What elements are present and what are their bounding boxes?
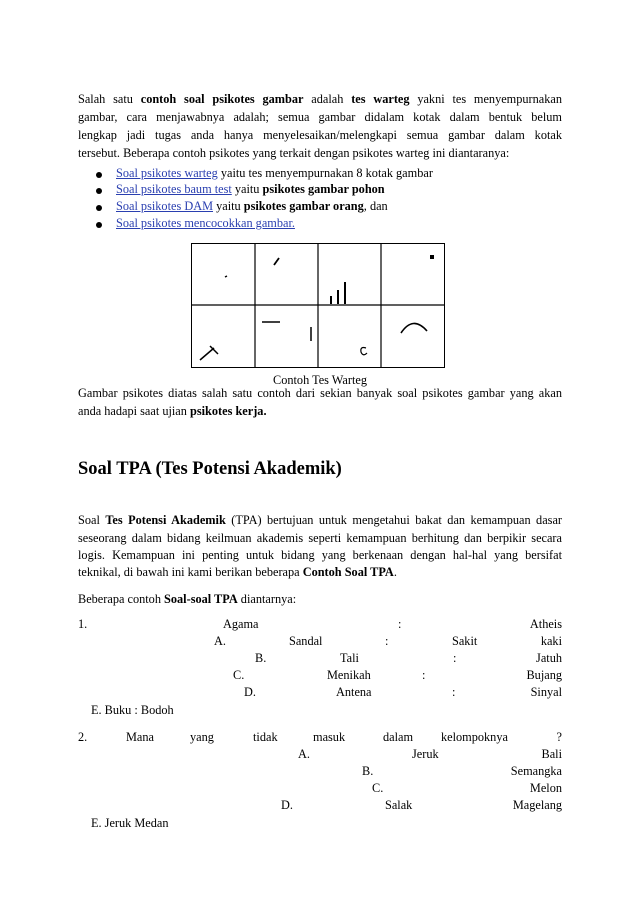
text: teknikal, di bawah ini kami berikan beberapa [78,565,303,579]
q1-opt-e: E. Buku : Bodoh [91,703,174,717]
q1-opt-b-colon: : [453,651,457,665]
bold-text: Soal-soal TPA [164,592,238,606]
tpa-examples-intro [78,591,562,608]
q2-opt-a-right: Bali [541,747,562,761]
q2-word: dalam [383,730,414,744]
after-figure-line-1: Gambar psikotes diatas salah satu contoh dari sekian banyak soal psikotes gambar yang akan [78,386,562,400]
q2-opt-e: E. Jeruk Medan [91,816,169,830]
q1-opt-c-colon: : [422,668,426,682]
text: yakni tes menyempurnakan [409,92,562,106]
text: (TPA) bertujuan untuk mengetahui bakat dan kemampuan dasar [225,513,563,527]
q1-word: Agama [223,617,259,631]
bold-text: contoh soal psikotes gambar [140,92,304,106]
bullet-dot [96,172,102,178]
figure-caption: Contoh Tes Warteg [273,373,368,387]
q2-word: kelompoknya [441,730,508,744]
bullet-dot [96,188,102,194]
text: anda hadapi saat ujian [78,404,190,418]
intro-line-4: tersebut. Beberapa contoh psikotes yang terkait dengan psikotes warteg ini diantaranya: [78,146,510,160]
q1-opt-a-right: kaki [540,634,562,648]
q1-opt-b-letter: B. [255,651,267,665]
warteg-test-figure [191,243,445,368]
q2-opt-c-right: Melon [529,781,562,795]
q1-opt-a-colon: : [385,634,389,648]
bullet-dot [96,205,102,211]
text: diantarnya: [237,592,297,606]
q1-opt-d-right: Sinyal [530,685,562,699]
section-heading: Soal TPA (Tes Potensi Akademik) [78,459,342,479]
tpa-line-4 [78,564,562,581]
bullet-item-baum [116,182,385,197]
bold-text: psikotes gambar orang [243,199,364,213]
text: yaitu [213,199,244,213]
link-soal-psikotes-warteg[interactable]: Soal psikotes warteg [116,166,218,180]
square-dot [430,255,434,259]
bold-text: psikotes gambar pohon [262,182,385,196]
text: adalah [303,92,352,106]
bold-text: Tes Potensi Akademik [105,513,226,527]
q2-opt-d-mid: Salak [385,798,413,812]
bullet-item-dam [116,199,388,214]
q2-word: masuk [313,730,346,744]
text: Salah satu [78,92,141,106]
text: yaitu [231,182,263,196]
q1-opt-a-letter: A. [214,634,226,648]
text: , dan [363,199,388,213]
link-soal-psikotes-baum-test[interactable]: Soal psikotes baum test [116,182,232,196]
text: . [393,565,397,579]
q1-opt-c-right: Bujang [526,668,562,682]
after-figure-line-2 [78,403,562,420]
link-soal-psikotes-mencocokkan-gambar[interactable]: Soal psikotes mencocokkan gambar. [116,216,295,230]
bullet-item-mencocokkan [116,216,295,231]
q2-opt-b-letter: B. [362,764,374,778]
q1-opt-c-letter: C. [233,668,245,682]
q2-word: tidak [253,730,278,744]
q2-opt-d-letter: D. [281,798,293,812]
text: yaitu tes menyempurnakan 8 kotak gambar [217,166,433,180]
tpa-line-1 [78,512,562,529]
q1-opt-d-letter: D. [244,685,256,699]
q2-opt-b-right: Semangka [510,764,562,778]
text: Beberapa contoh [78,592,165,606]
q1-number: 1. [78,617,88,631]
q2-opt-a-mid: Jeruk [412,747,439,761]
text: Soal [78,513,106,527]
q1-opt-d-colon: : [452,685,456,699]
q1-colon: : [398,617,402,631]
intro-line-1 [78,91,562,108]
q1-opt-c-left: Menikah [327,668,371,682]
intro-line-3: lengkap jadi tugas anda hanya menyelesaikan/melengkapi semua gambar dalam kotak [78,128,562,142]
q1-opt-a-left: Sandal [289,634,323,648]
q1-opt-a-mid: Sakit [452,634,478,648]
q1-target: Atheis [529,617,562,631]
bullet-dot [96,222,102,228]
q1-opt-b-left: Tali [340,651,359,665]
q1-opt-b-right: Jatuh [536,651,562,665]
q1-opt-d-left: Antena [336,685,372,699]
bullet-item-warteg [116,166,433,181]
bold-text: tes warteg [351,92,410,106]
tpa-line-3: logis. Kemampuan ini penting untuk bidang yang berkenaan dengan hal-hal yang bersifat [78,548,562,562]
tpa-line-2: seseorang dalam bidang keilmuan akademis seperti kemampuan berhitung dan berpikir secara [78,531,562,545]
q2-opt-d-right: Magelang [512,798,562,812]
q2-opt-c-letter: C. [372,781,384,795]
bold-text: Contoh Soal TPA [302,565,394,579]
q2-word: ? [556,730,562,744]
q2-word: Mana [126,730,154,744]
intro-line-2: gambar, cara menjawabnya adalah; semua gambar didalam kotak dalam bentuk belum [78,110,562,124]
q2-opt-a-letter: A. [298,747,310,761]
warteg-grid-drawing [192,244,444,367]
link-soal-psikotes-dam[interactable]: Soal psikotes DAM [116,199,214,213]
q2-word: yang [190,730,214,744]
bold-text: psikotes kerja. [190,404,267,418]
q2-number: 2. [78,730,88,744]
